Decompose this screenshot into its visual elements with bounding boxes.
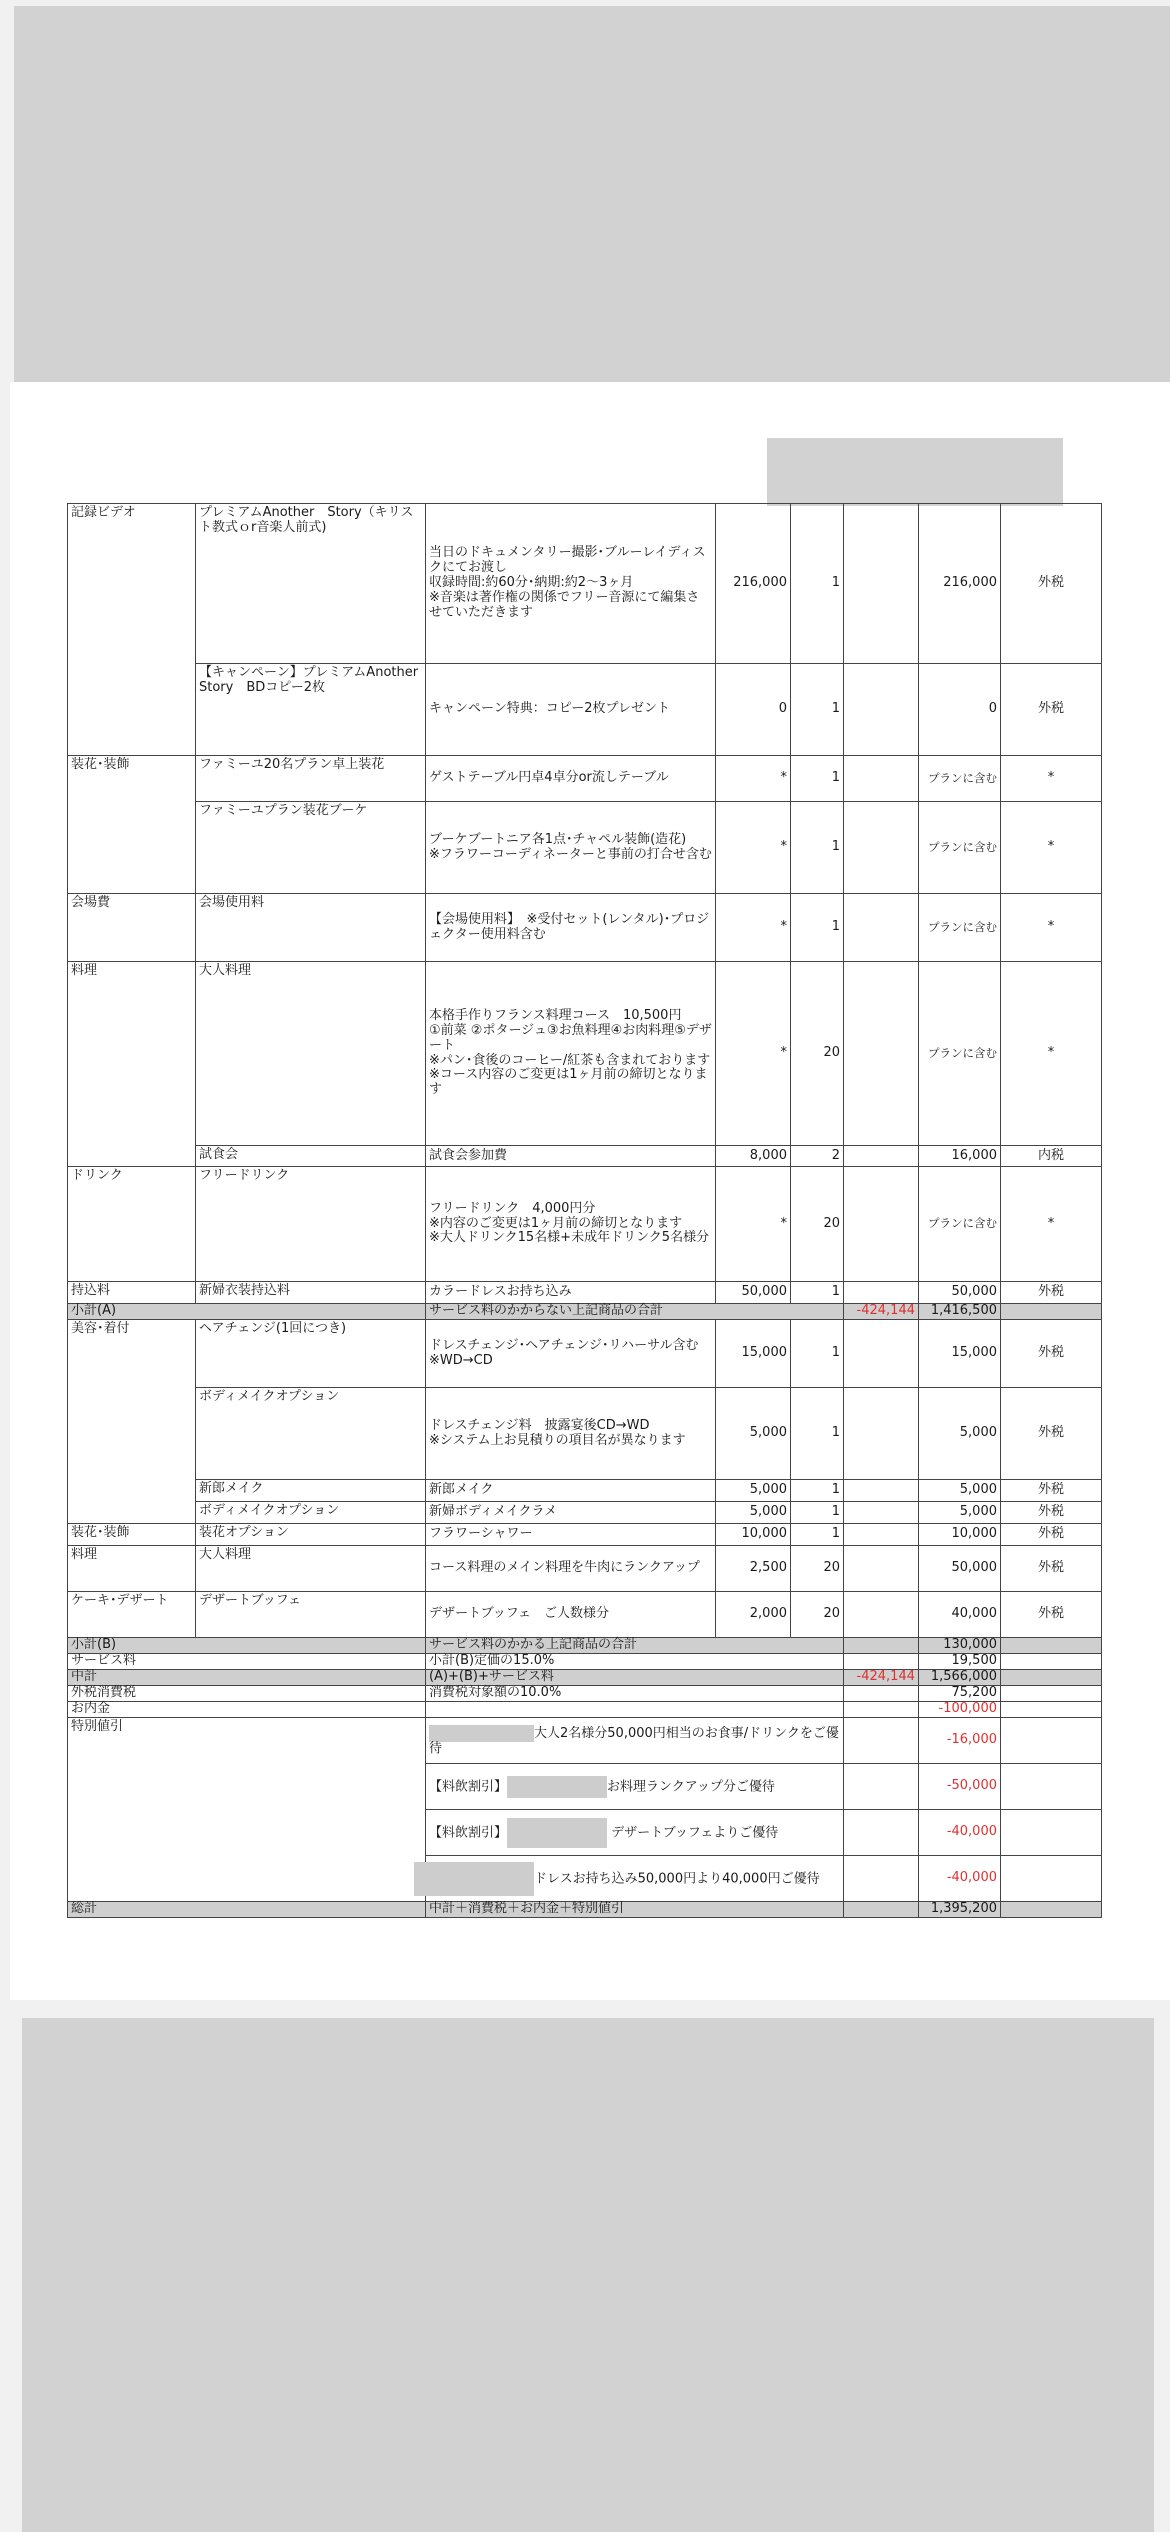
special-discount-detail: 【料飲割引】 お料理ランクアップ分ご優待: [426, 1764, 844, 1810]
detail-cell: 試食会参加費: [426, 1146, 716, 1167]
price-cell: 10,000: [716, 1524, 791, 1546]
discount-cell: [844, 664, 919, 756]
deposit-amount: -100,000: [919, 1702, 1001, 1718]
table-row: [68, 1388, 1102, 1480]
amount-cell: 15,000: [919, 1320, 1001, 1388]
item-cell: ヘアチェンジ(1回につき): [196, 1320, 426, 1388]
detail-cell: 新郎メイク: [426, 1480, 716, 1502]
tax-cell: *: [1001, 962, 1102, 1146]
price-cell: *: [716, 756, 791, 802]
estimate-table: [67, 503, 1102, 1918]
discount-cell: [844, 1388, 919, 1480]
item-cell: ファミーユ20名プラン卓上装花: [196, 756, 426, 802]
category-cell: 料理: [68, 1546, 196, 1592]
qty-cell: 1: [791, 1480, 844, 1502]
midtotal-amount: 1,566,000: [919, 1670, 1001, 1686]
discount-cell: [844, 1502, 919, 1524]
item-cell: 会場使用料: [196, 894, 426, 962]
special-discount-label: 特別値引: [68, 1718, 426, 1902]
amount-cell: プランに含む: [919, 962, 1001, 1146]
qty-cell: 20: [791, 1167, 844, 1282]
table-row: [68, 504, 1102, 664]
qty-cell: 20: [791, 1546, 844, 1592]
price-cell: 0: [716, 664, 791, 756]
special-discount-amount: -50,000: [919, 1764, 1001, 1810]
subtotal-a-amount: 1,416,500: [919, 1304, 1001, 1320]
item-cell: ボディメイクオプション: [196, 1502, 426, 1524]
detail-cell: ゲストテーブル円卓4卓分or流しテーブル: [426, 756, 716, 802]
detail-cell: 新婦ボディメイクラメ: [426, 1502, 716, 1524]
amount-cell: プランに含む: [919, 894, 1001, 962]
service-fee-row: [68, 1654, 1102, 1670]
qty-cell: 1: [791, 756, 844, 802]
detail-cell: ドレスチェンジ･ヘアチェンジ･リハーサル含む ※WD→CD: [426, 1320, 716, 1388]
tax-cell: 外税: [1001, 1524, 1102, 1546]
qty-cell: 1: [791, 802, 844, 894]
amount-cell: 5,000: [919, 1388, 1001, 1480]
service-fee-detail: 小計(B)定価の15.0%: [426, 1654, 844, 1670]
redacted-bottom-area: [22, 2018, 1154, 2532]
special-discount-detail: 大人2名様分50,000円相当のお食事/ドリンクをご優待: [426, 1718, 844, 1764]
tax-cell: 外税: [1001, 1592, 1102, 1638]
item-cell: プレミアムAnother Story（キリスト教式ｏr音楽人前式): [196, 504, 426, 664]
amount-cell: プランに含む: [919, 802, 1001, 894]
price-cell: 5,000: [716, 1502, 791, 1524]
grand-total-amount: 1,395,200: [919, 1902, 1001, 1918]
amount-cell: プランに含む: [919, 756, 1001, 802]
detail-cell: ブーケブートニア各1点･チャペル装飾(造花) ※フラワーコーディネーターと事前の打合せ含む: [426, 802, 716, 894]
item-cell: 新郎メイク: [196, 1480, 426, 1502]
price-cell: *: [716, 1167, 791, 1282]
special-discount-amount: -40,000: [919, 1856, 1001, 1902]
grand-total-row: [68, 1902, 1102, 1918]
price-cell: 50,000: [716, 1282, 791, 1304]
discount-cell: [844, 1146, 919, 1167]
table-row: [68, 962, 1102, 1146]
midtotal-discount: -424,144: [844, 1670, 919, 1686]
tax-cell: *: [1001, 1167, 1102, 1282]
price-cell: *: [716, 894, 791, 962]
redacted-text: [507, 1818, 607, 1848]
price-cell: 2,500: [716, 1546, 791, 1592]
tax-detail: 消費税対象額の10.0%: [426, 1686, 844, 1702]
midtotal-label: 中計: [68, 1670, 426, 1686]
tax-cell: 外税: [1001, 1546, 1102, 1592]
special-discount-amount: -40,000: [919, 1810, 1001, 1856]
category-cell: 装花･装飾: [68, 756, 196, 894]
price-cell: 8,000: [716, 1146, 791, 1167]
table-row: [68, 894, 1102, 962]
discount-cell: [844, 504, 919, 664]
item-cell: フリードリンク: [196, 1167, 426, 1282]
tax-cell: 外税: [1001, 1502, 1102, 1524]
price-cell: 5,000: [716, 1388, 791, 1480]
price-cell: 5,000: [716, 1480, 791, 1502]
discount-cell: [844, 1524, 919, 1546]
special-discount-detail: ドレスお持ち込み50,000円より40,000円ご優待: [426, 1856, 844, 1902]
discount-cell: [844, 962, 919, 1146]
redacted-text: [507, 1776, 607, 1798]
tax-cell: 外税: [1001, 1480, 1102, 1502]
detail-cell: 本格手作りフランス料理コース 10,500円 ①前菜 ②ポタージュ③お魚料理④お肉料理⑤デザート ※パン･食後のコーヒー/紅茶も含まれております ※コース内容のご変更は1ヶ月前の締切となります: [426, 962, 716, 1146]
qty-cell: 1: [791, 1320, 844, 1388]
item-cell: ボディメイクオプション: [196, 1388, 426, 1480]
detail-cell: カラードレスお持ち込み: [426, 1282, 716, 1304]
table-row: [68, 1320, 1102, 1388]
category-cell: 記録ビデオ: [68, 504, 196, 756]
detail-cell: 当日のドキュメンタリー撮影･ブルーレイディスクにてお渡し 収録時間:約60分･納期:約2～3ヶ月 ※音楽は著作権の関係でフリー音源にて編集させていただきます: [426, 504, 716, 664]
item-cell: 大人料理: [196, 962, 426, 1146]
subtotal-a-row: [68, 1304, 1102, 1320]
tax-cell: 外税: [1001, 1282, 1102, 1304]
category-cell: 持込料: [68, 1282, 196, 1304]
price-cell: 15,000: [716, 1320, 791, 1388]
redacted-text: [414, 1862, 534, 1896]
discount-cell: [844, 1320, 919, 1388]
qty-cell: 2: [791, 1146, 844, 1167]
qty-cell: 1: [791, 664, 844, 756]
table-row: [68, 1502, 1102, 1524]
discount-cell: [844, 1167, 919, 1282]
grand-total-detail: 中計＋消費税＋お内金＋特別値引: [426, 1902, 844, 1918]
service-fee-label: サービス料: [68, 1654, 426, 1670]
amount-cell: 5,000: [919, 1502, 1001, 1524]
detail-cell: ドレスチェンジ料 披露宴後CD→WD ※システム上お見積りの項目名が異なります: [426, 1388, 716, 1480]
redacted-text: [429, 1725, 534, 1742]
price-cell: *: [716, 802, 791, 894]
tax-cell: 内税: [1001, 1146, 1102, 1167]
amount-cell: 16,000: [919, 1146, 1001, 1167]
tax-cell: 外税: [1001, 664, 1102, 756]
qty-cell: 1: [791, 1282, 844, 1304]
category-cell: ケーキ･デザート: [68, 1592, 196, 1638]
discount-cell: [844, 894, 919, 962]
item-cell: 試食会: [196, 1146, 426, 1167]
deposit-row: [68, 1702, 1102, 1718]
category-cell: 美容･着付: [68, 1320, 196, 1524]
discount-cell: [844, 1282, 919, 1304]
discount-cell: [844, 1592, 919, 1638]
detail-cell: フラワーシャワー: [426, 1524, 716, 1546]
special-discount-row: [68, 1718, 1102, 1764]
subtotal-a-detail: サービス料のかからない上記商品の合計: [426, 1304, 844, 1320]
tax-cell: *: [1001, 894, 1102, 962]
midtotal-row: [68, 1670, 1102, 1686]
detail-cell: デザートブッフェ ご人数様分: [426, 1592, 716, 1638]
table-row: [68, 1524, 1102, 1546]
category-cell: 装花･装飾: [68, 1524, 196, 1546]
table-row: [68, 1592, 1102, 1638]
table-row: [68, 1146, 1102, 1167]
tax-cell: *: [1001, 756, 1102, 802]
item-cell: ファミーユプラン装花ブーケ: [196, 802, 426, 894]
amount-cell: 5,000: [919, 1480, 1001, 1502]
amount-cell: プランに含む: [919, 1167, 1001, 1282]
subtotal-b-row: [68, 1638, 1102, 1654]
item-cell: 大人料理: [196, 1546, 426, 1592]
table-row: [68, 1167, 1102, 1282]
table-row: [68, 1480, 1102, 1502]
qty-cell: 1: [791, 1524, 844, 1546]
subtotal-b-amount: 130,000: [919, 1638, 1001, 1654]
item-cell: 【キャンペーン】プレミアムAnother Story BDコピー2枚: [196, 664, 426, 756]
special-discount-amount: -16,000: [919, 1718, 1001, 1764]
category-cell: 会場費: [68, 894, 196, 962]
amount-cell: 216,000: [919, 504, 1001, 664]
qty-cell: 1: [791, 1388, 844, 1480]
subtotal-b-detail: サービス料のかかる上記商品の合計: [426, 1638, 844, 1654]
qty-cell: 1: [791, 1502, 844, 1524]
detail-cell: コース料理のメイン料理を牛肉にランクアップ: [426, 1546, 716, 1592]
tax-label: 外税消費税: [68, 1686, 426, 1702]
table-row: [68, 1546, 1102, 1592]
redacted-header-box: [767, 438, 1063, 506]
tax-amount: 75,200: [919, 1686, 1001, 1702]
amount-cell: 0: [919, 664, 1001, 756]
service-fee-amount: 19,500: [919, 1654, 1001, 1670]
special-discount-detail: 【料飲割引】 デザートブッフェよりご優待: [426, 1810, 844, 1856]
category-cell: ドリンク: [68, 1167, 196, 1282]
redacted-top-area: [14, 6, 1170, 382]
item-cell: 装花オプション: [196, 1524, 426, 1546]
detail-cell: フリードリンク 4,000円分 ※内容のご変更は1ヶ月前の締切となります ※大人ドリンク15名様+未成年ドリンク5名様分: [426, 1167, 716, 1282]
price-cell: 2,000: [716, 1592, 791, 1638]
item-cell: デザートブッフェ: [196, 1592, 426, 1638]
grand-total-label: 総計: [68, 1902, 426, 1918]
subtotal-b-label: 小計(B): [68, 1638, 426, 1654]
table-row: [68, 802, 1102, 894]
tax-cell: 外税: [1001, 1320, 1102, 1388]
amount-cell: 40,000: [919, 1592, 1001, 1638]
qty-cell: 1: [791, 894, 844, 962]
qty-cell: 20: [791, 1592, 844, 1638]
discount-cell: [844, 802, 919, 894]
discount-cell: [844, 1546, 919, 1592]
item-cell: 新婦衣装持込料: [196, 1282, 426, 1304]
amount-cell: 10,000: [919, 1524, 1001, 1546]
tax-cell: 外税: [1001, 1388, 1102, 1480]
table-row: [68, 1282, 1102, 1304]
price-cell: *: [716, 962, 791, 1146]
qty-cell: 20: [791, 962, 844, 1146]
tax-cell: 外税: [1001, 504, 1102, 664]
discount-cell: [844, 1480, 919, 1502]
table-row: [68, 664, 1102, 756]
detail-cell: 【会場使用料】 ※受付セット(レンタル)･プロジェクター使用料含む: [426, 894, 716, 962]
subtotal-a-label: 小計(A): [68, 1304, 426, 1320]
qty-cell: 1: [791, 504, 844, 664]
deposit-label: お内金: [68, 1702, 426, 1718]
midtotal-detail: (A)+(B)+サービス料: [426, 1670, 844, 1686]
detail-cell: キャンペーン特典：コピー2枚プレゼント: [426, 664, 716, 756]
discount-cell: [844, 756, 919, 802]
subtotal-a-discount: -424,144: [844, 1304, 919, 1320]
category-cell: 料理: [68, 962, 196, 1167]
tax-row: [68, 1686, 1102, 1702]
tax-cell: *: [1001, 802, 1102, 894]
amount-cell: 50,000: [919, 1546, 1001, 1592]
price-cell: 216,000: [716, 504, 791, 664]
table-row: [68, 756, 1102, 802]
amount-cell: 50,000: [919, 1282, 1001, 1304]
